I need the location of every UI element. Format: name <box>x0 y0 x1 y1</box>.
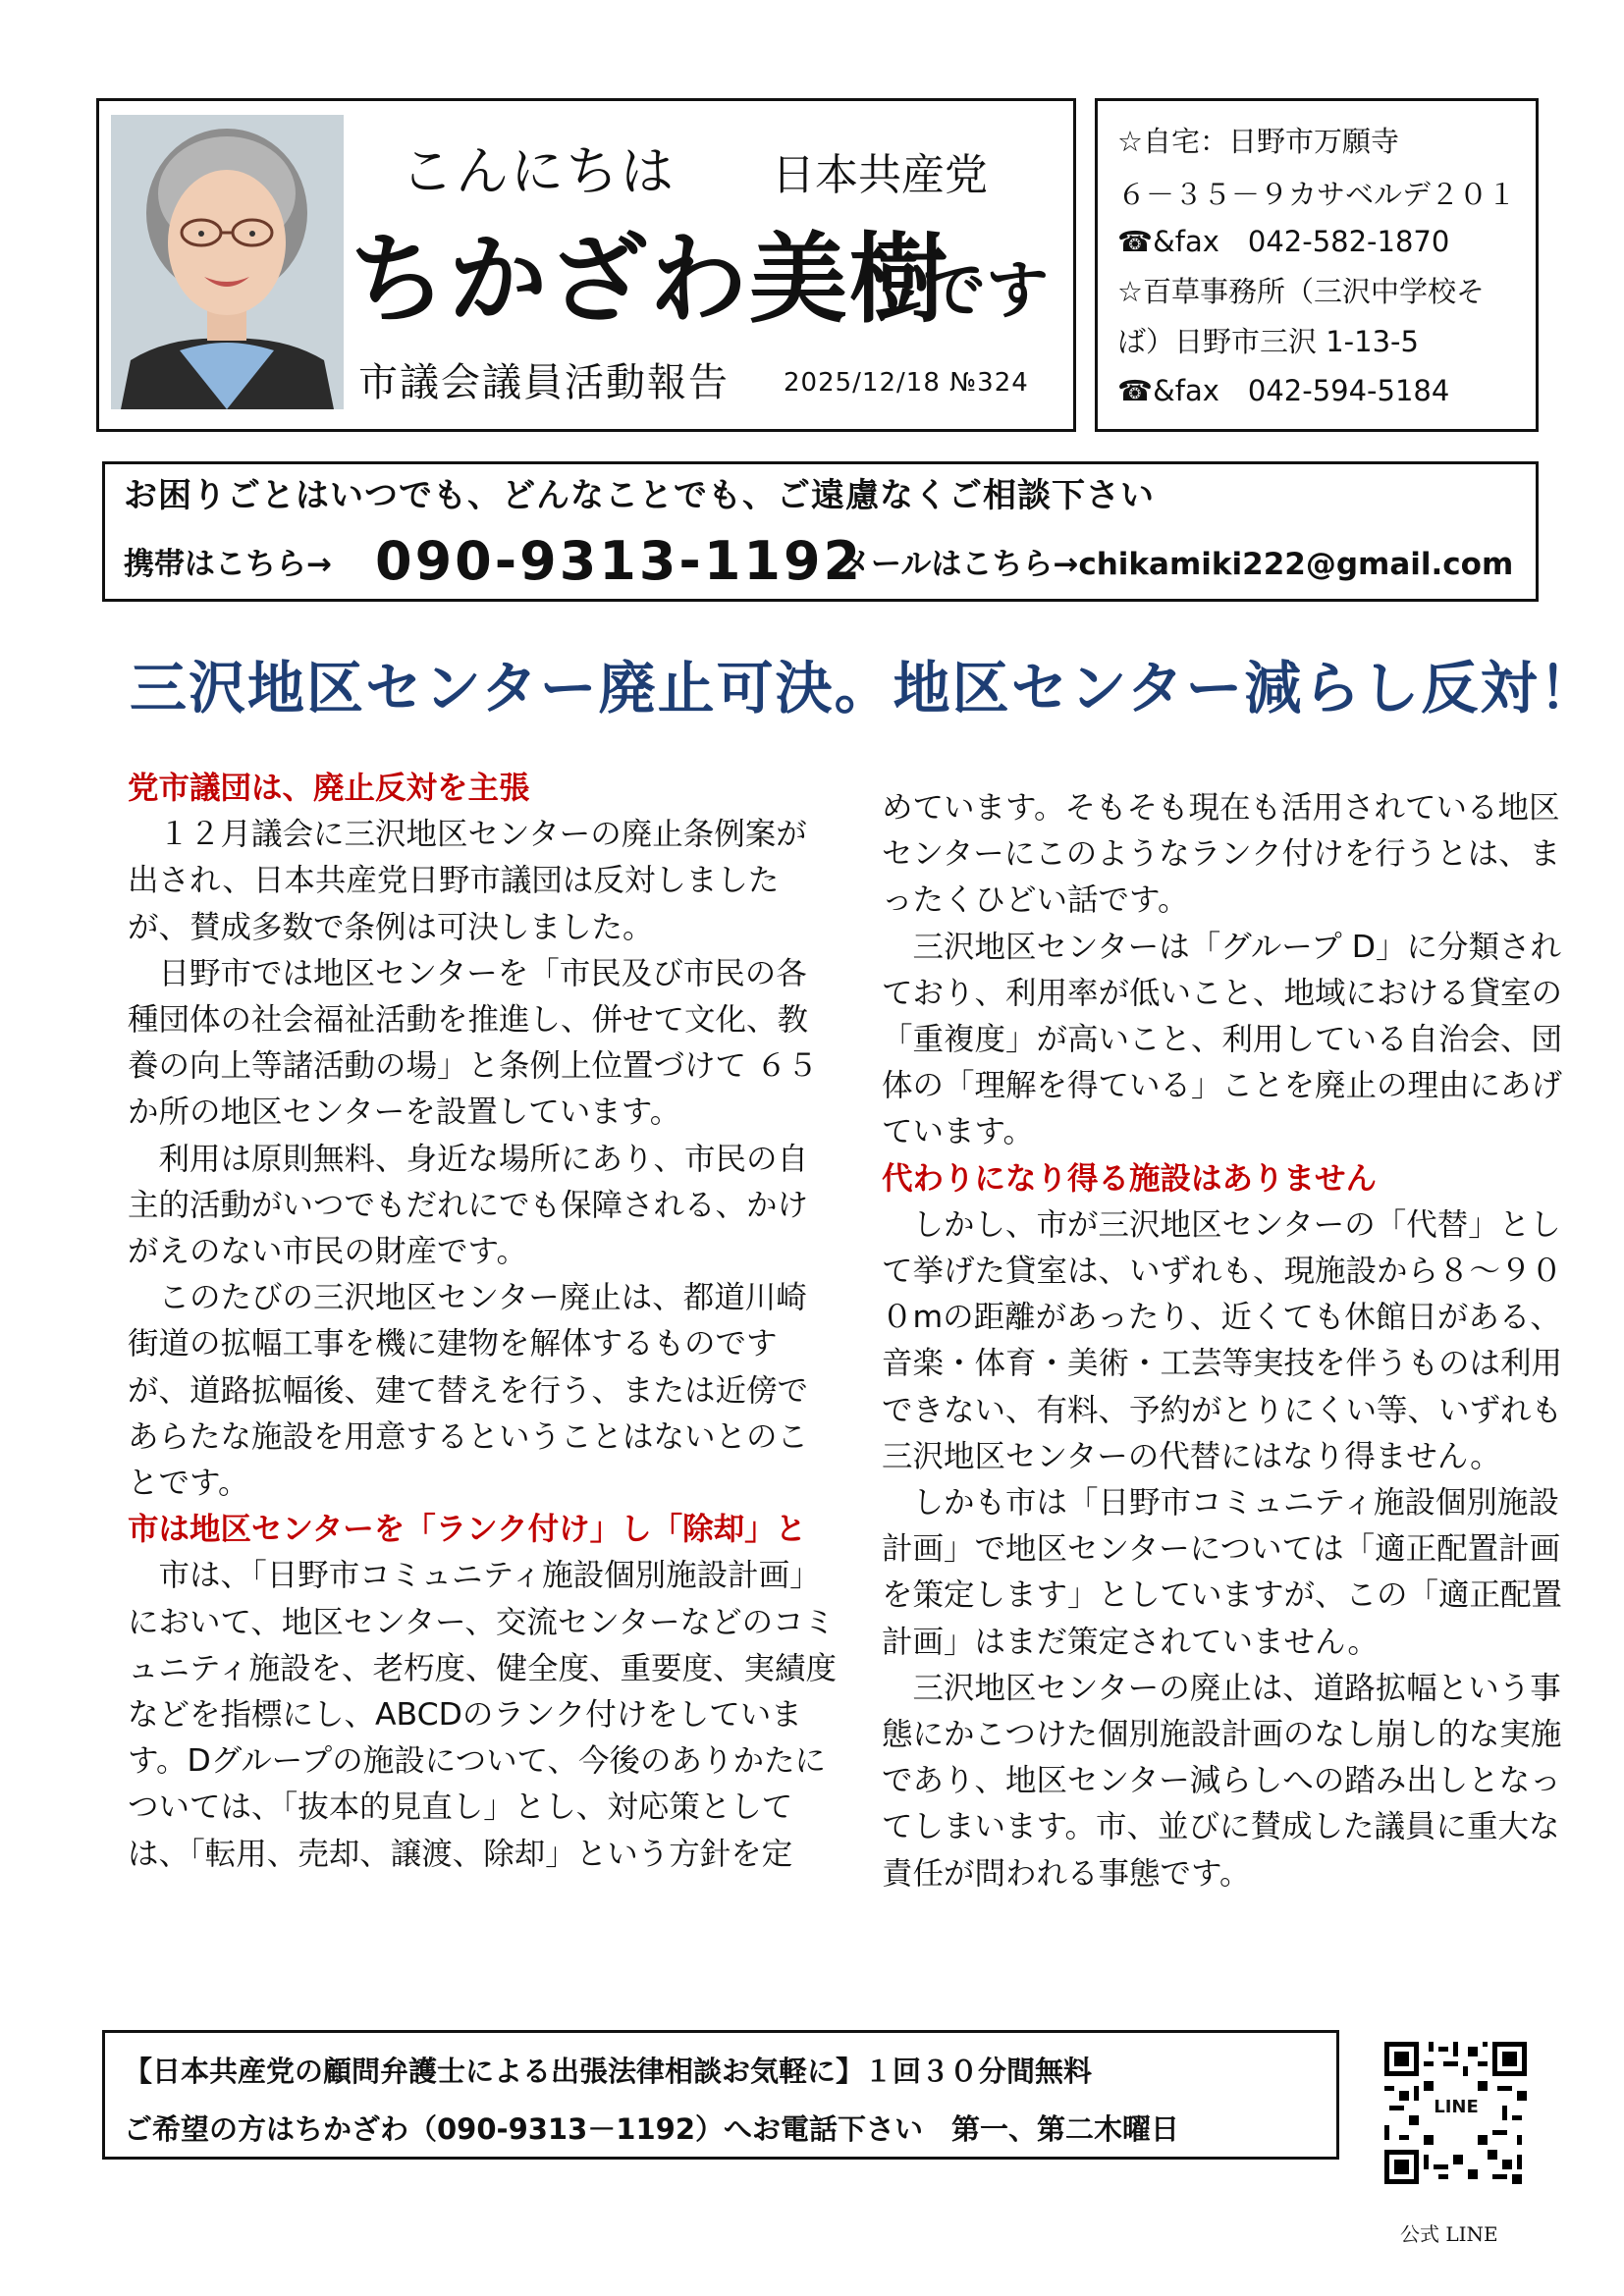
paragraph: 日野市では地区センターを「市民及び市民の各種団体の社会福祉活動を推進し、併せて文化、教養の向上等諸活動の場」と条例上位置づけて ６５か所の地区センターを設置しています。 <box>128 955 819 1131</box>
paragraph: 三沢地区センターの廃止は、道路拡幅という事態にかこつけた個別施設計画のなし崩し的な実施であり、地区センター減らしへの踏み出しとなってしまいます。市、並びに賛成した議員に重大な責任が問われる事態です。 <box>882 1670 1562 1892</box>
subheading-opposition: 党市議団は、廃止反対を主張 <box>128 771 530 806</box>
paragraph: 利用は原則無料、身近な場所にあり、市民の自主的活動がいつでもだれにでも保障される、かけがえのない市民の財産です。 <box>128 1141 809 1270</box>
subheading-ranking: 市は地区センターを「ランク付け」し「除却」と <box>128 1512 807 1548</box>
contact-home-phone: ☎&fax 042-582-1870 <box>1117 225 1450 258</box>
party-name: 日本共産党 <box>772 150 988 200</box>
article-right-column <box>882 785 1589 1897</box>
consultation-invite: お困りごとはいつでも、どんなことでも、ご遠慮なくご相談下さい <box>124 476 1155 515</box>
paragraph: １２月議会に三沢地区センターの廃止条例案が出され、日本共産党日野市議団は反対しましたが、賛成多数で条例は可決しました。 <box>128 817 807 945</box>
portrait-photo <box>111 115 344 409</box>
report-date: 2025/12/18 №324 <box>784 368 1029 398</box>
legal-consultation-contact: ご希望の方はちかざわ（090-9313－1192）へお電話下さい 第一、第二木曜日 <box>124 2112 1179 2146</box>
main-headline: 三沢地区センター廃止可決。地区センター減らし反対！ <box>130 655 1598 721</box>
name-suffix: です <box>923 255 1049 328</box>
portrait-illustration <box>111 115 344 409</box>
paragraph: 市は、「日野市コミュニティ施設個別施設計画」において、地区センター、交流センターなどのコミュニティ施設を、老朽度、健全度、重要度、実績度などを指標にし、ABCDのランク付けをしています。Dグループの施設について、今後のありかたについては、「抜本的見直し」とし、対応策としては、「転用、売却、譲渡、除却」という方針を定 <box>128 1558 837 1872</box>
paragraph: このたびの三沢地区センター廃止は、都道川崎街道の拡幅工事を機に建物を解体するものですが、道路拡幅後、建て替えを行う、または近傍であらたな施設を用意するということはないとのことです。 <box>128 1280 809 1502</box>
qr-line-logo: LINE <box>1434 2097 1479 2117</box>
email-contact: メールはこちら→chikamiki222@gmail.com <box>840 547 1514 582</box>
contact-home-address-2: ６－３５－９カサベルデ２０１ <box>1117 178 1517 211</box>
article-left-column <box>128 766 837 1878</box>
contact-home-address: ☆自宅：日野市万願寺 <box>1117 125 1399 158</box>
paragraph: 三沢地区センターは「グループ D」に分類されており、利用率が低いこと、地域における貸室の「重複度」が高いこと、利用している自治会、団体の「理解を得ている」ことを廃止の理由にあげています。 <box>882 929 1563 1150</box>
subheading-no-alternative: 代わりになり得る施設はありません <box>882 1160 1378 1197</box>
contact-office-address: ☆百草事務所（三沢中学校そ <box>1117 275 1485 308</box>
politician-name: ちかざわ美樹 <box>349 222 949 337</box>
phone-label: 携帯はこちら→ <box>124 547 332 582</box>
greeting-text: こんにちは <box>401 140 676 202</box>
mobile-phone-number: 090-9313-1192 <box>375 530 864 592</box>
legal-consultation-title: 【日本共産党の顧問弁護士による出張法律相談お気軽に】１回３０分間無料 <box>124 2055 1093 2088</box>
contact-office-phone: ☎&fax 042-594-5184 <box>1117 374 1450 407</box>
contact-office-address-2: ば）日野市三沢 1-13-5 <box>1117 325 1419 358</box>
qr-caption: 公式 LINE <box>1400 2222 1498 2246</box>
paragraph: しかも市は「日野市コミュニティ施設個別施設計画」で地区センターについては「適正配置計画を策定します」としていますが、この「適正配置計画」はまだ策定されていません。 <box>882 1485 1563 1660</box>
line-qr-code[interactable] <box>1384 2042 1527 2184</box>
paragraph: しかし、市が三沢地区センターの「代替」として挙げた貸室は、いずれも、現施設から８～９００mの距離があったり、近くても休館日がある、音楽・体育・美術・工芸等実技を伴うものは利用できない、有料、予約がとりにくい等、いずれも三沢地区センターの代替にはなり得ません。 <box>882 1206 1563 1474</box>
report-title: 市議会議員活動報告 <box>358 360 730 405</box>
paragraph: めています。そもそも現在も活用されている地区センターにこのようなランク付けを行うとは、まったくひどい話です。 <box>882 790 1561 919</box>
